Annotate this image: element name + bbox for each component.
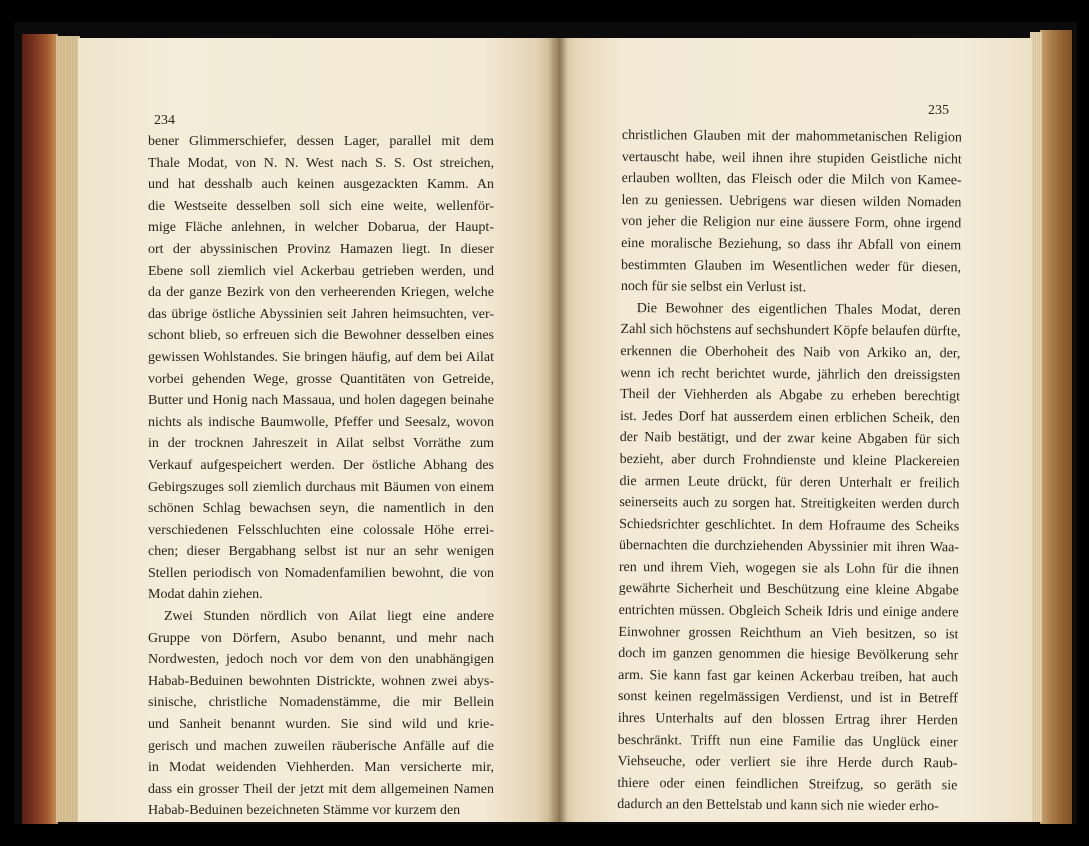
text-line: Gebirgszuges soll ziemlich durchaus mit Bäumen von einem: [148, 479, 494, 495]
text-line: Theil der Viehherden als Abgabe zu erheben berechtigt: [620, 387, 961, 405]
text-line: ihres Unterhalts auf den blossen Ertrag ihrer Herden: [617, 711, 958, 729]
text-line: gerisch und machen zuweilen räuberische Anfälle auf die: [148, 738, 494, 754]
text-line: mige Fläche anlehnen, in welcher Dobarua, der Haupt-: [148, 220, 494, 236]
book-cover-right: [1040, 30, 1072, 824]
text-line: Gruppe von Dörfern, Asubo benannt, und mehr nach: [148, 630, 494, 646]
text-line: gewissen Wohlstandes. Sie bringen häufig, auf dem bei Ailat: [148, 349, 494, 365]
text-line: nichts als indische Baumwolle, Pfeffer und Seesalz, wovon: [148, 414, 494, 430]
text-line: sinische, christliche Nomadenstämme, die mir Bellein: [148, 695, 494, 711]
text-line: da der ganze Bezirk von den verheerenden Kriegen, welche: [148, 285, 494, 301]
text-line: in der trocknen Jahreszeit in Ailat selbst Vorräthe zum: [148, 436, 494, 452]
text-line: und hat desshalb auch keinen ausgezackten Kamm. An: [148, 177, 494, 193]
text-line: bestimmten Glauben im Wesentlichen weder für diesen,: [620, 257, 962, 275]
text-line: Die Bewohner des eigentlichen Thales Modat, deren: [636, 300, 961, 319]
text-line: Zwei Stunden nördlich von Ailat liegt eine andere: [164, 609, 494, 625]
text-line: und Sanheit benannt wurden. Sie sind wild und krie-: [148, 717, 494, 733]
text-line: Schiedsrichter geschlichtet. In dem Hofraume des Scheiks: [619, 516, 960, 535]
text-line: Ebene soll ziemlich viel Ackerbau getrieben werden, und: [148, 263, 494, 279]
text-line: der Naib bestätigt, und der zwar keine Abgaben für sich: [619, 430, 960, 448]
page-edges-left: [56, 36, 80, 822]
text-line: erlauben wollten, das Fleisch oder die Milch von Kamee-: [621, 171, 962, 189]
text-line: schönen Schlag bewachsen seyn, die namentlich in den: [148, 501, 494, 517]
text-line: Habab-Beduinen bezeichneten Stämme vor kurzem den: [148, 803, 461, 819]
text-line: wenn ich recht berichtet wurde, jährlich den dreissigsten: [620, 365, 961, 383]
text-line: bener Glimmerschiefer, dessen Lager, parallel mit dem: [148, 134, 494, 149]
text-line: gewährte Sicherheit und Beschützung eine kleine Abgabe: [618, 581, 959, 599]
text-line: das übrige östliche Abyssinien seit Jahren heimsuchten, ver-: [148, 306, 494, 322]
text-line: Zahl sich höchstens auf sechshundert Köpfe belaufen dürfte,: [620, 322, 961, 340]
text-line: ort der abyssinischen Provinz Hamazen liegt. In dieser: [148, 241, 494, 257]
text-line: Habab-Beduinen bewohnten Districkte, wohnen zwei abys-: [148, 673, 494, 689]
text-line: in Modat weidenden Viehherden. Man versicherte mir,: [148, 760, 494, 776]
text-line: arm. Sie kann fast gar keinen Ackerbau treiben, hat auch: [618, 667, 959, 686]
text-line: dass ein grosser Theil der jetzt mit dem allgemeinen Namen: [148, 781, 494, 797]
text-line: beschränkt. Trifft nun eine Familie das Unglück einer: [617, 732, 958, 750]
text-line: sonst keinen regelmässigen Verdienst, und ist in Betreff: [617, 689, 959, 707]
text-line: Stellen periodisch von Nomadenfamilien bewohnt, die von: [148, 565, 494, 581]
text-line: entrichten müssen. Obgleich Scheik Idris und einige andere: [618, 603, 959, 621]
text-line: erkennen die Oberhoheit des Naib von Arkiko an, der,: [620, 343, 961, 362]
text-line: thiere oder einen feindlichen Streifzug, so geräth sie: [617, 775, 958, 794]
text-line: Modat dahin ziehen.: [148, 587, 263, 603]
text-line: Butter und Honig nach Massaua, und holen dagegen beinahe: [148, 393, 494, 409]
page-number-left: 234: [154, 113, 175, 128]
page-number-right: 235: [928, 103, 949, 118]
text-line: seinerseits auch zu sorgen hat. Streitigkeiten werden durch: [619, 495, 960, 513]
book-gutter: [548, 38, 568, 822]
text-line: Einwohner grossen Reichthum an Vieh besitzen, so ist: [618, 624, 959, 643]
text-line: doch im ganzen genommen die hiesige Bevölkerung sehr: [618, 646, 959, 664]
text-line: Verkauf aufgespeichert werden. Der östliche Abhang des: [148, 457, 494, 473]
text-line: Nordwesten, jedoch noch vor dem von den unabhängigen: [148, 652, 494, 668]
text-line: von jeher die Religion nur eine äussere Form, ohne irgend: [621, 214, 962, 232]
book-cover-left: [22, 34, 58, 824]
text-line: eine moralische Beziehung, so dass ihr Abfall von einem: [621, 235, 962, 254]
text-line: vertauscht habe, weil ihnen ihre stupiden Geistliche nicht: [621, 149, 962, 167]
text-line: bezieht, aber durch Frohndienste und kleine Plackereien: [619, 451, 960, 470]
text-line: vorbei gehenden Wege, grosse Quantitäten von Getreide,: [148, 371, 494, 387]
text-line: chen; dieser Bergabhang selbst ist nur an sehr wenigen: [148, 544, 494, 560]
text-line: christlichen Glauben mit der mahommetanischen Religion: [621, 127, 962, 146]
text-line: dadurch an den Bettelstab und kann sich nie wieder erho-: [617, 797, 939, 815]
left-page-text: [148, 131, 494, 822]
text-line: len zu geniessen. Uebrigens war diesen wilden Nomaden: [621, 192, 962, 211]
text-line: Viehseuche, oder verliert sie ihre Herde durch Raub-: [617, 754, 958, 772]
text-line: verschiedenen Felsschluchten eine colossale Höhe errei-: [148, 522, 494, 538]
right-page-text: [617, 125, 962, 818]
text-line: noch für sie selbst ein Verlust ist.: [620, 279, 807, 296]
text-line: ren und ihrem Vieh, wogegen sie als Lohn für die ihnen: [618, 559, 959, 578]
text-line: Thale Modat, von N. N. West nach S. S. Ost streichen,: [148, 155, 494, 171]
text-line: die armen Leute drückt, für deren Unterhalt er freilich: [619, 473, 960, 491]
text-line: schont blieb, so erfreuen sich die Bewohner desselben eines: [148, 328, 494, 344]
text-line: ist. Jedes Dorf hat ausserdem einen erblichen Scheik, den: [619, 408, 961, 427]
text-line: übernachten die durchziehenden Abyssinier mit ihren Waa-: [619, 538, 960, 556]
text-line: die Westseite desselben soll sich eine weite, wellenför-: [148, 198, 494, 214]
